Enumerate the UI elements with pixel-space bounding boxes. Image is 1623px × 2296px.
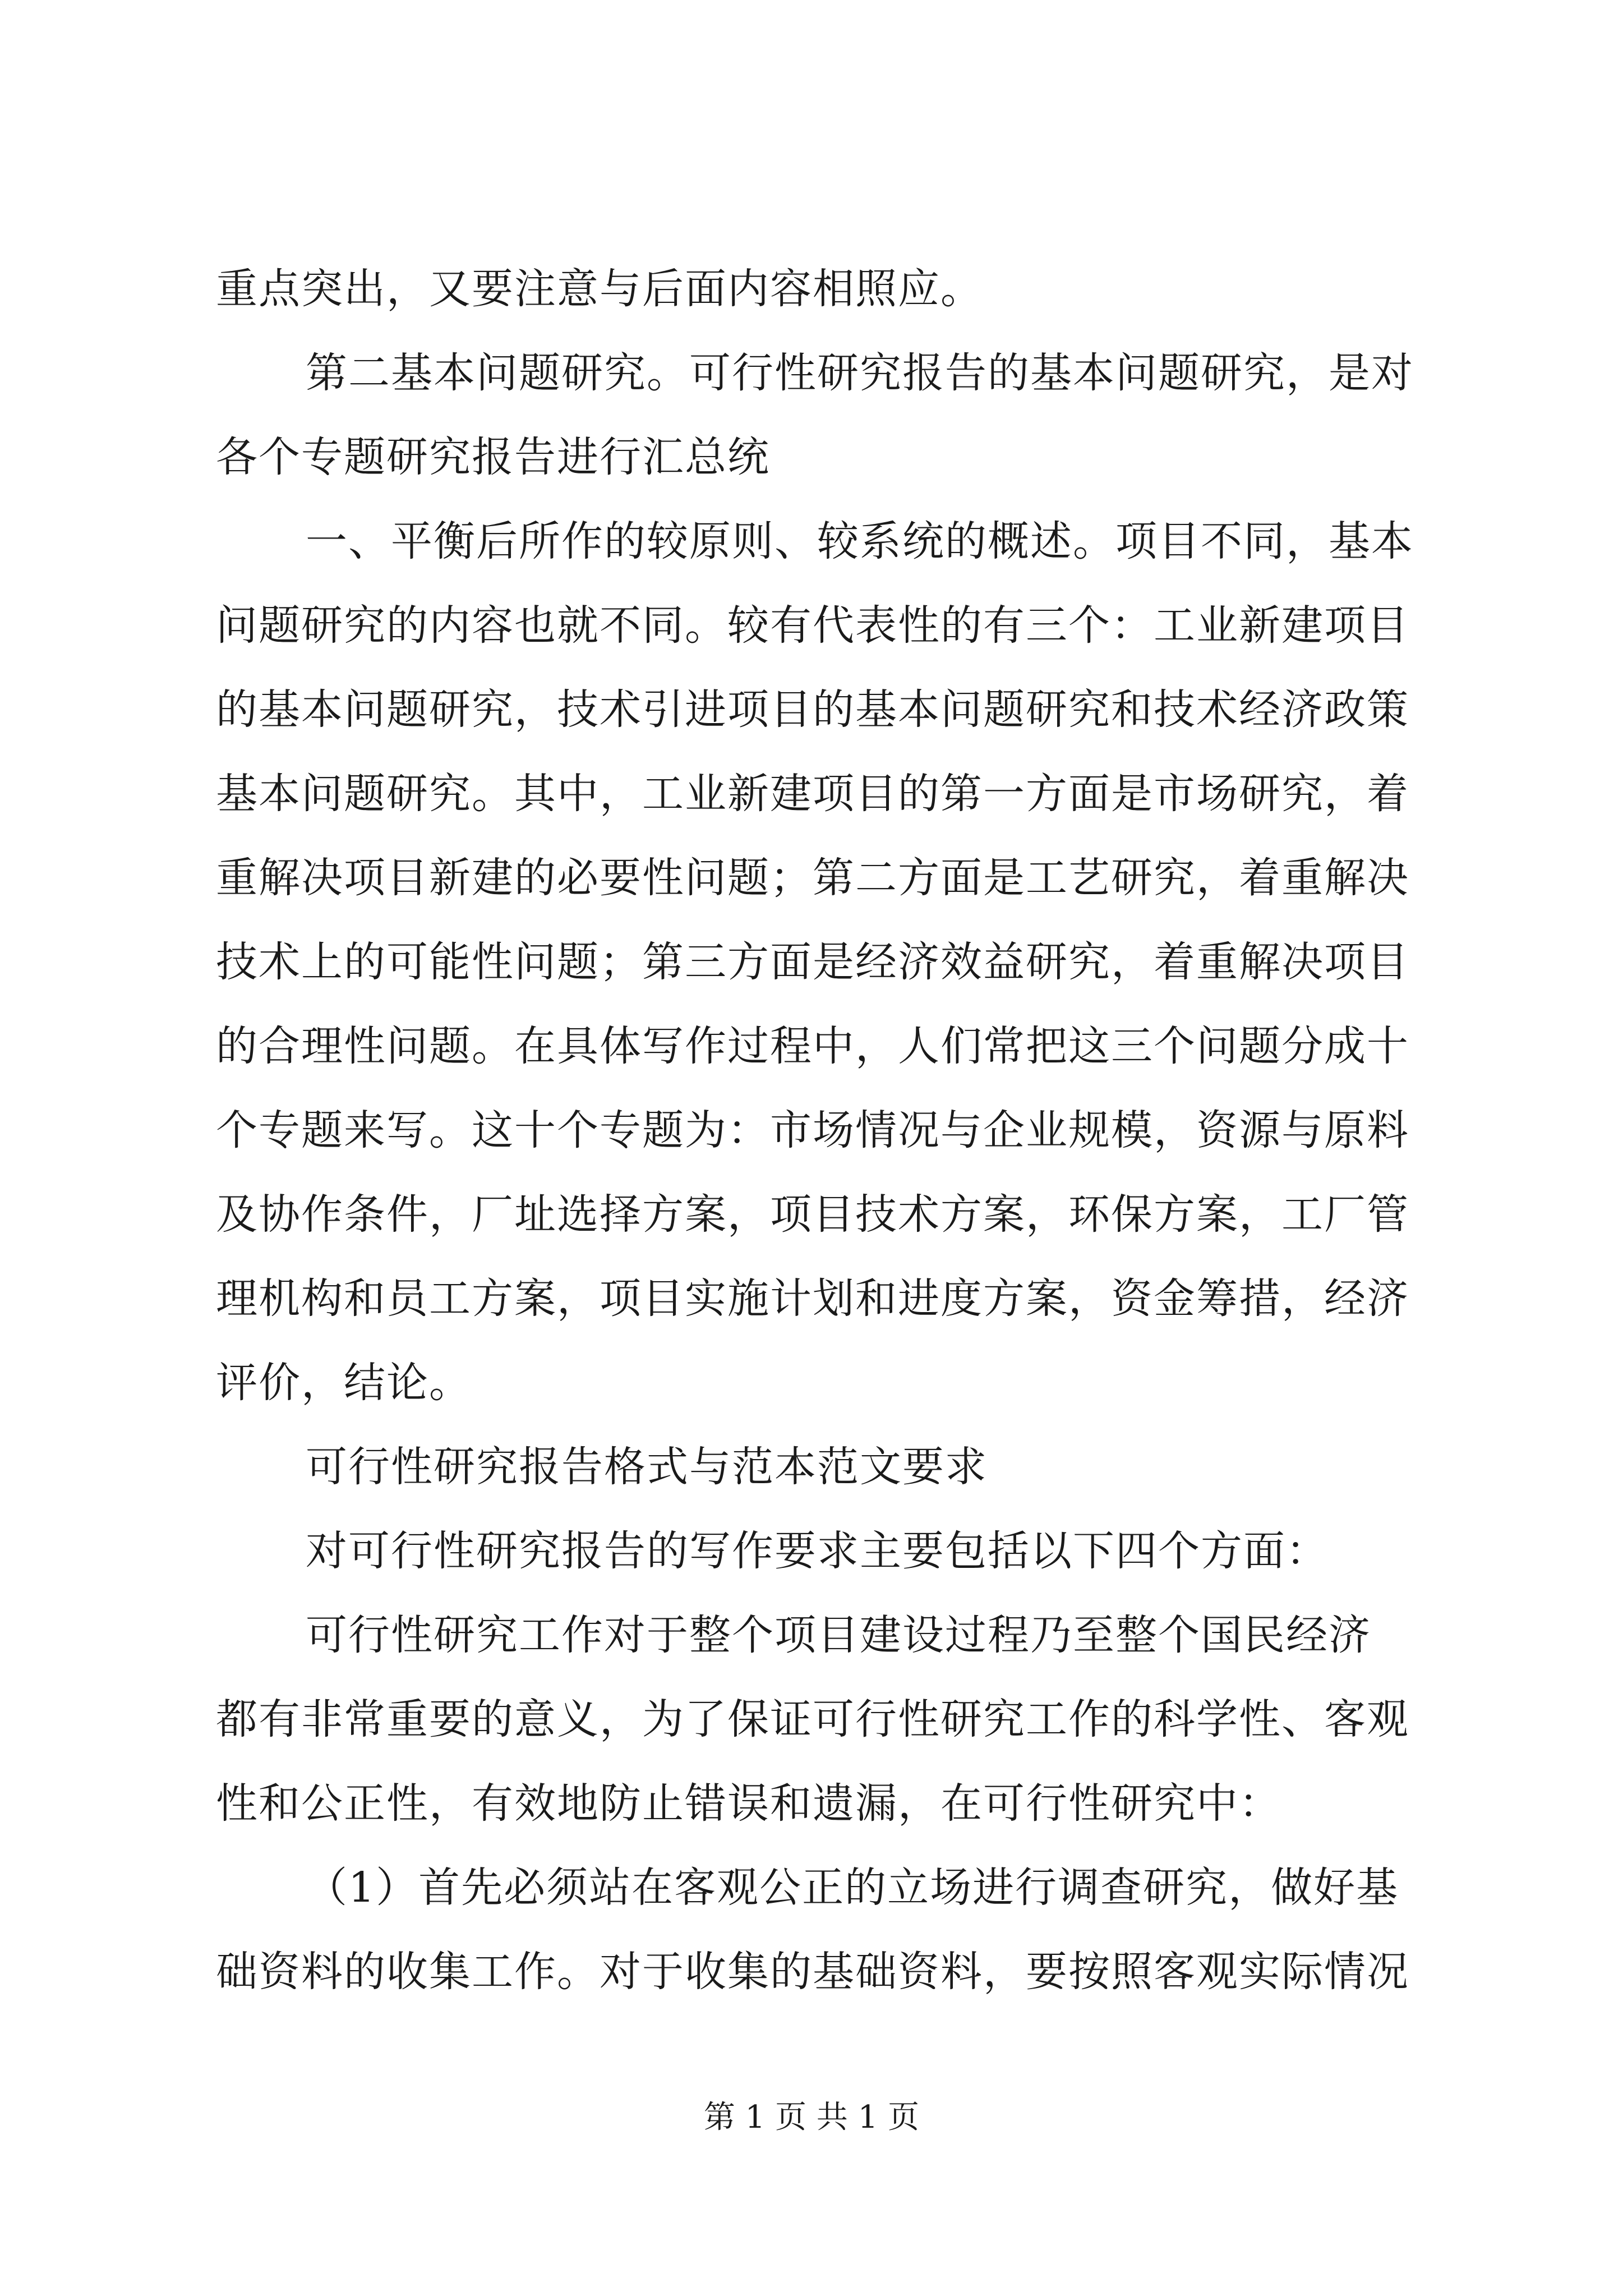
text-line: 各个专题研究报告进行汇总统 <box>216 433 770 481</box>
text-line: 重解决项目新建的必要性问题；第二方面是工艺研究，着重解决 <box>216 854 1409 902</box>
paragraph-first-line: 可行性研究工作对于整个项目建设过程乃至整个国民经济 <box>306 1611 1371 1659</box>
text-line: 问题研究的内容也就不同。较有代表性的有三个：工业新建项目 <box>216 601 1409 650</box>
paragraph-first-line: 一、平衡后所作的较原则、较系统的概述。项目不同，基本 <box>306 517 1414 565</box>
text-line: 技术上的可能性问题；第三方面是经济效益研究，着重解决项目 <box>216 938 1409 986</box>
text-line: 的合理性问题。在具体写作过程中，人们常把这三个问题分成十 <box>216 1022 1409 1070</box>
text-line: 性和公正性，有效地防止错误和遗漏，在可行性研究中： <box>216 1779 1281 1828</box>
paragraph-first-line: 第二基本问题研究。可行性研究报告的基本问题研究，是对 <box>306 349 1414 397</box>
text-line: 重点突出，又要注意与后面内容相照应。 <box>216 265 983 313</box>
paragraph-first-line: （1）首先必须站在客观公正的立场进行调查研究，做好基 <box>306 1864 1399 1912</box>
text-line: 评价，结论。 <box>216 1359 472 1407</box>
text-line: 基本问题研究。其中，工业新建项目的第一方面是市场研究，着 <box>216 770 1409 818</box>
text-line: 础资料的收集工作。对于收集的基础资料，要按照客观实际情况 <box>216 1948 1409 1996</box>
text-line: 及协作条件，厂址选择方案，项目技术方案，环保方案，工厂管 <box>216 1190 1409 1239</box>
text-line: 个专题来写。这十个专题为：市场情况与企业规模，资源与原料 <box>216 1106 1409 1154</box>
text-line: 都有非常重要的意义，为了保证可行性研究工作的科学性、客观 <box>216 1695 1409 1743</box>
text-line: 的基本问题研究，技术引进项目的基本问题研究和技术经济政策 <box>216 685 1409 734</box>
text-line: 理机构和员工方案，项目实施计划和进度方案，资金筹措，经济 <box>216 1274 1409 1323</box>
page-number: 第 1 页 共 1 页 <box>703 2099 920 2136</box>
section-heading: 可行性研究报告格式与范本范文要求 <box>306 1443 988 1491</box>
paragraph-first-line: 对可行性研究报告的写作要求主要包括以下四个方面： <box>306 1527 1329 1575</box>
